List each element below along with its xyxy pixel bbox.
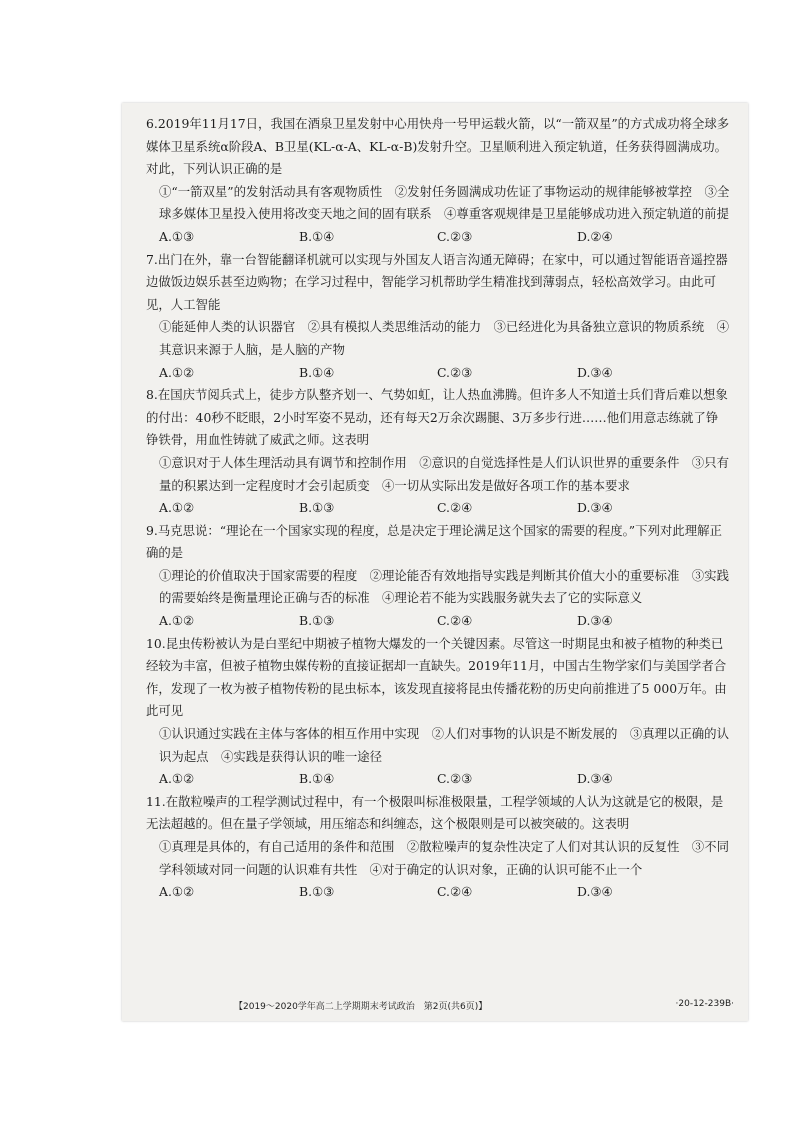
question-stem: 7.出门在外，靠一台智能翻译机就可以实现与外国友人语言沟通无障碍；在家中，可以通过智能语音遥控器边做饭边娱乐甚至边购物；在学习过程中，智能学习机帮助学生精准找到薄弱点，轻松高效学习。由此可见，人工智能 bbox=[146, 251, 728, 312]
exam-page bbox=[122, 103, 748, 1021]
option-c: C.②④ bbox=[437, 500, 473, 516]
footer-exam-info: 【2019～2020学年高二上学期期末考试政治 第2页(共6页)】 bbox=[234, 1002, 488, 1012]
question-stem: 11.在散粒噪声的工程学测试过程中，有一个极限叫标准极限量，工程学领域的人认为这就是它的极限，是无法超越的。但在量子学领域，用压缩态和纠缠态，这个极限则是可以被突破的。这表明 bbox=[146, 793, 724, 832]
option-a: A.①② bbox=[159, 613, 195, 629]
option-d: D.③④ bbox=[577, 613, 613, 629]
answer-options bbox=[146, 610, 730, 633]
option-c: C.②③ bbox=[437, 771, 473, 787]
question-statements: ①能延伸人类的认识器官 ②具有模拟人类思维活动的能力 ③已经进化为具备独立意识的物质系统 ④其意识来源于人脑，是人脑的产物 bbox=[159, 319, 729, 357]
option-b: B.①④ bbox=[299, 228, 335, 244]
option-c: C.②③ bbox=[437, 228, 473, 244]
option-a: A.①② bbox=[159, 364, 195, 380]
option-a: A.①② bbox=[159, 500, 195, 516]
option-a: A.①② bbox=[159, 884, 195, 900]
footer-code: ·20-12-239B· bbox=[675, 999, 734, 1009]
option-b: B.①③ bbox=[299, 884, 335, 900]
option-c: C.②④ bbox=[437, 884, 473, 900]
question-9 bbox=[146, 520, 730, 633]
option-c: C.②④ bbox=[437, 613, 473, 629]
option-d: D.③④ bbox=[577, 884, 613, 900]
question-statements: ①真理是具体的，有自己适用的条件和范围 ②散粒噪声的复杂性决定了人们对其认识的反复性 ③不同学科领域对同一问题的认识难有共性 ④对于确定的认识对象，正确的认识可能不止一个 bbox=[159, 839, 729, 877]
answer-options bbox=[146, 226, 730, 249]
answer-options bbox=[146, 497, 730, 520]
page-footer bbox=[234, 999, 734, 1012]
option-d: D.②④ bbox=[577, 228, 613, 244]
question-statements: ①认识通过实践在主体与客体的相互作用中实现 ②人们对事物的认识是不断发展的 ③真理以正确的认识为起点 ④实践是获得认识的唯一途径 bbox=[159, 726, 729, 764]
question-list bbox=[146, 113, 730, 904]
question-7 bbox=[146, 249, 730, 385]
option-c: C.②③ bbox=[437, 364, 473, 380]
question-stem: 9.马克思说：“理论在一个国家实现的程度，总是决定于理论满足这个国家的需要的程度。”下列对此理解正确的是 bbox=[146, 522, 722, 561]
question-11 bbox=[146, 791, 730, 904]
question-statements: ①“一箭双星”的发射活动具有客观物质性 ②发射任务圆满成功佐证了事物运动的规律能够被掌控 ③全球多媒体卫星投入使用将改变天地之间的固有联系 ④尊重客观规律是卫星能够成功进入预定轨道的前提 bbox=[159, 183, 730, 222]
question-8 bbox=[146, 384, 730, 520]
option-d: D.③④ bbox=[577, 500, 613, 516]
option-b: B.①④ bbox=[299, 771, 335, 787]
question-6 bbox=[146, 113, 730, 249]
question-statements: ①意识对于人体生理活动具有调节和控制作用 ②意识的自觉选择性是人们认识世界的重要条件 ③只有量的积累达到一定程度时才会引起质变 ④一切从实际出发是做好各项工作的基本要求 bbox=[159, 454, 729, 493]
question-stem: 10.昆虫传粉被认为是白垩纪中期被子植物大爆发的一个关键因素。尽管这一时期昆虫和被子植物的种类已经较为丰富，但被子植物虫媒传粉的直接证据却一直缺失。2019年11月，中国古生物学家们与美国学者合作，发现了一枚为被子植物传粉的昆虫标本，该发现直接将昆虫传播花粉的历史向前推进了5 000万年。由此可见 bbox=[146, 635, 727, 719]
option-b: B.①③ bbox=[299, 500, 335, 516]
question-statements: ①理论的价值取决于国家需要的程度 ②理论能否有效地指导实践是判断其价值大小的重要标准 ③实践的需要始终是衡量理论正确与否的标准 ④理论若不能为实践服务就失去了它的实际意义 bbox=[159, 567, 729, 606]
option-a: A.①② bbox=[159, 771, 195, 787]
question-stem: 8.在国庆节阅兵式上，徒步方队整齐划一、气势如虹，让人热血沸腾。但许多人不知道士兵们背后难以想象的付出：40秒不眨眼，2小时军姿不晃动，还有每天2万余次踢腿、3万多步行进……他们用意志练就了铮铮铁骨，用血性铸就了威武之师。这表明 bbox=[146, 387, 728, 448]
answer-options bbox=[146, 881, 730, 904]
question-stem: 6.2019年11月17日，我国在酒泉卫星发射中心用快舟一号甲运载火箭，以“一箭双星”的方式成功将全球多媒体卫星系统α阶段A、B卫星(KL-α-A、KL-α-B)发射升空。卫星顺利进入预定轨道，任务获得圆满成功。对此，下列认识正确的是 bbox=[146, 116, 730, 177]
option-a: A.①③ bbox=[159, 228, 195, 244]
option-b: B.①④ bbox=[299, 364, 335, 380]
question-10 bbox=[146, 633, 730, 791]
option-d: D.③④ bbox=[577, 364, 613, 380]
option-d: D.③④ bbox=[577, 771, 613, 787]
answer-options bbox=[146, 768, 730, 791]
option-b: B.①③ bbox=[299, 613, 335, 629]
answer-options bbox=[146, 362, 730, 385]
